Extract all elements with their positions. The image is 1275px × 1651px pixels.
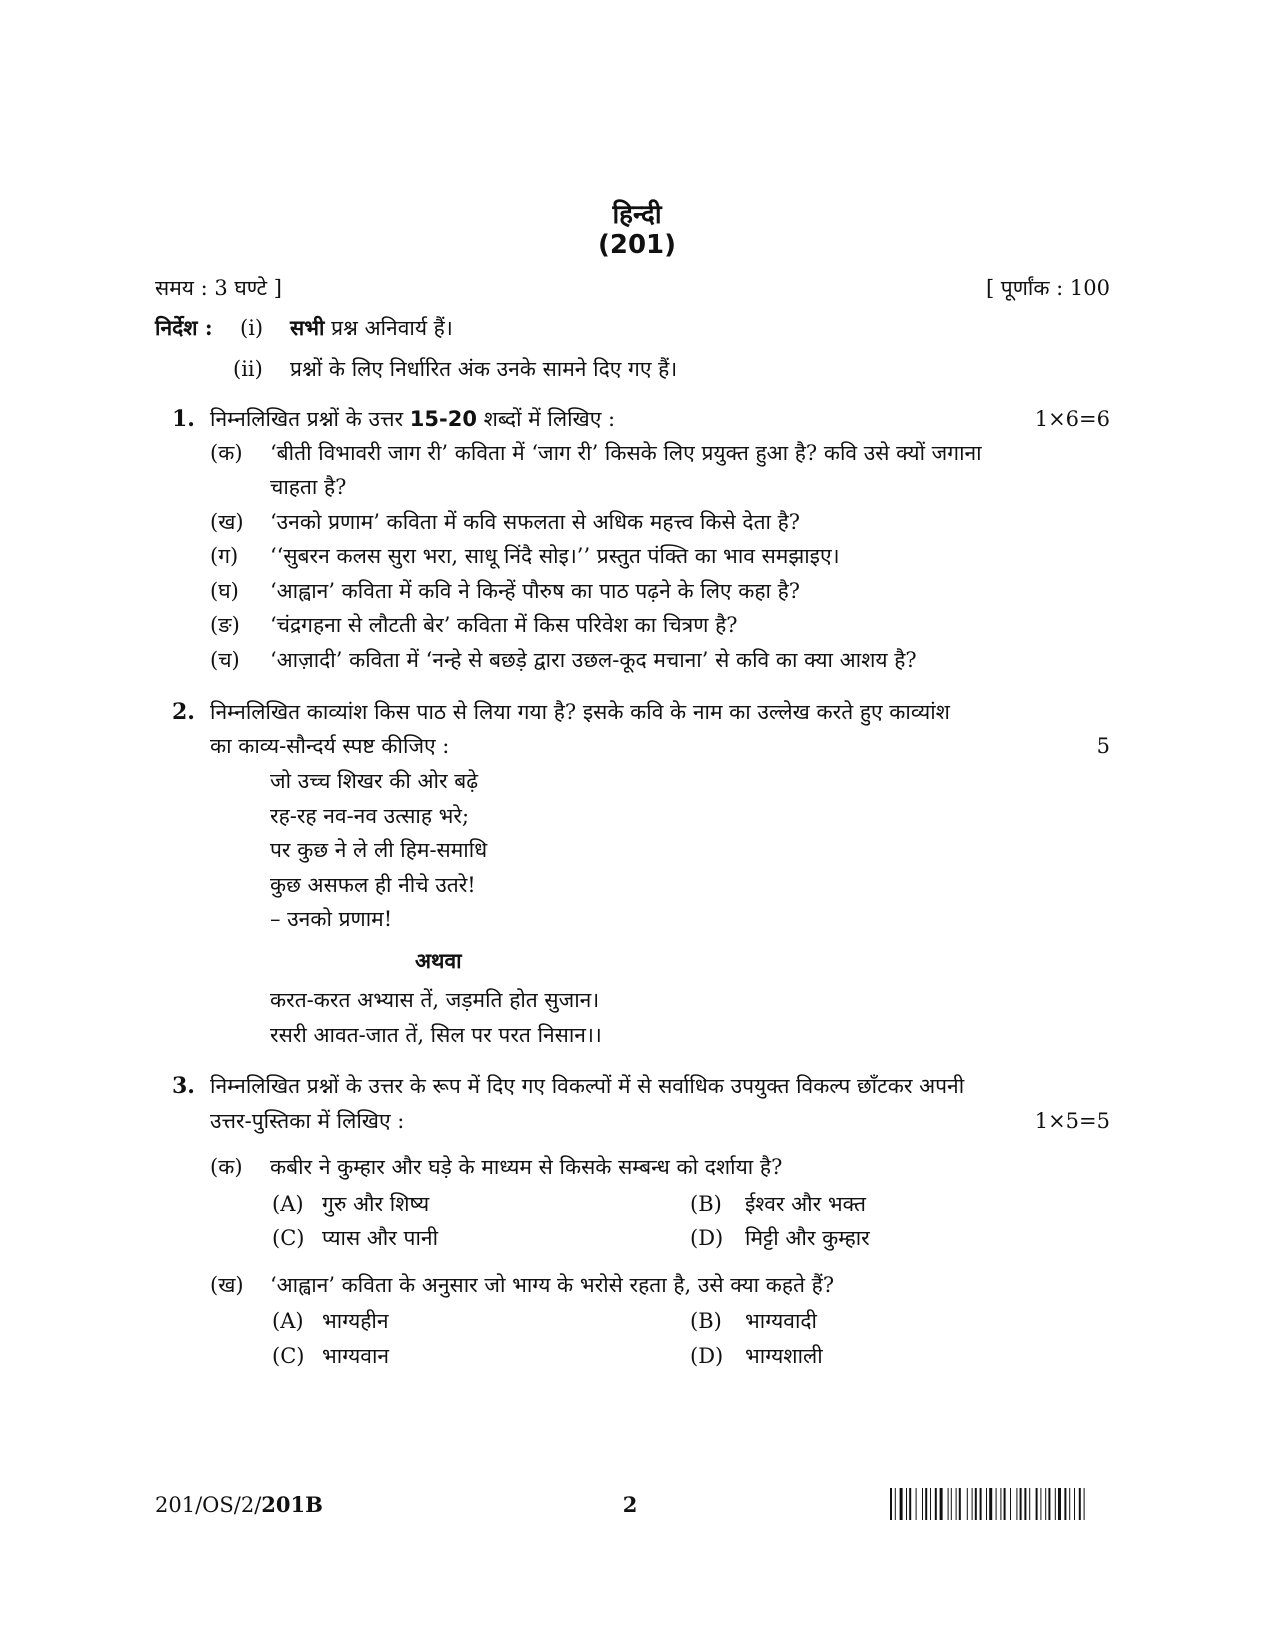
- q1-stem: [210, 404, 615, 434]
- q3-item-marker: (ख): [210, 1273, 244, 1297]
- q2-marks: 5: [1096, 734, 1110, 758]
- instruction-i-marker: (i): [240, 316, 264, 340]
- paper-code-bold: 201B: [261, 1492, 323, 1517]
- q1-item-text: चाहता है?: [270, 475, 347, 499]
- q1-item-text: ‘चंद्रगहना से लौटती बेर’ कविता में किस परिवेश का चित्रण है?: [270, 613, 738, 637]
- q3-item-text: कबीर ने कुम्हार और घड़े के माध्यम से किसके सम्बन्ध को दर्शाया है?: [270, 1155, 783, 1179]
- barcode-bar: [1040, 1488, 1041, 1520]
- barcode-bar: [922, 1488, 923, 1520]
- option-text: प्यास और पानी: [322, 1226, 439, 1250]
- barcode-bar: [1016, 1488, 1017, 1520]
- page-number: 2: [622, 1492, 638, 1517]
- barcode-bar: [996, 1488, 997, 1520]
- barcode-bar: [986, 1488, 987, 1520]
- barcode-bar: [956, 1488, 957, 1520]
- barcode-bar: [1069, 1488, 1070, 1520]
- subject-title: हिन्दी: [612, 200, 662, 230]
- barcode-bar: [948, 1488, 949, 1520]
- verse-line: रसरी आवत-जात तें, सिल पर परत निसान।।: [270, 1023, 602, 1047]
- time-allowed: समय : 3 घण्टे ]: [155, 276, 283, 300]
- barcode-bar: [916, 1488, 917, 1520]
- barcode: [890, 1488, 1156, 1520]
- barcode-bar: [925, 1488, 927, 1520]
- paper-code-prefix: 201/OS/2/: [155, 1493, 262, 1517]
- instruction-ii-text: प्रश्नों के लिए निर्धारित अंक उनके सामने दिए गए हैं।: [290, 357, 678, 381]
- barcode-bar: [980, 1488, 982, 1520]
- instruction-i-text: प्रश्न अनिवार्य हैं।: [331, 316, 453, 340]
- q1-item-text: ‘आह्वान’ कविता में कवि ने किन्हें पौरुष का पाठ पढ़ने के लिए कहा है?: [270, 579, 801, 603]
- q1-marks: 1×6=6: [1034, 407, 1110, 431]
- q1-item-text: ‘बीती विभावरी जाग री’ कविता में ‘जाग री’ किसके लिए प्रयुक्त हुआ है? कवि उसे क्यों जगाना: [270, 441, 982, 465]
- barcode-bar: [906, 1488, 907, 1520]
- barcode-bar: [1055, 1488, 1056, 1520]
- paper-code: [155, 1490, 323, 1520]
- barcode-bar: [1000, 1488, 1001, 1520]
- barcode-bar: [1064, 1488, 1066, 1520]
- barcode-bar: [1058, 1488, 1061, 1520]
- q1-item-marker: (घ): [210, 579, 239, 603]
- q1-item-text: ‘आज़ादी’ कविता में ‘नन्हे से बछड़े द्वारा उछल-कूद मचाना’ से कवि का क्या आशय है?: [270, 648, 917, 672]
- barcode-bar: [940, 1488, 943, 1520]
- q3-text-line2: उत्तर-पुस्तिका में लिखिए :: [210, 1109, 405, 1133]
- q2-text-line1: निम्नलिखित काव्यांश किस पाठ से लिया गया है? इसके कवि के नाम का उल्लेख करते हुए काव्यांश: [210, 700, 950, 724]
- option-text: भाग्यवान: [322, 1344, 390, 1368]
- option-key: (A): [272, 1192, 304, 1216]
- barcode-bar: [890, 1488, 892, 1520]
- q1-item-marker: (ग): [210, 544, 239, 568]
- barcode-bar: [935, 1488, 937, 1520]
- barcode-bar: [1048, 1488, 1050, 1520]
- q1-stem-bold: 15-20: [409, 407, 477, 431]
- barcode-bar: [989, 1488, 992, 1520]
- or-separator: अथवा: [415, 948, 462, 973]
- option-key: (A): [272, 1309, 304, 1333]
- q1-item-marker: (ख): [210, 510, 244, 534]
- max-marks: [ पूर्णांक : 100: [985, 276, 1110, 300]
- barcode-bar: [1029, 1488, 1030, 1520]
- option-key: (C): [272, 1344, 305, 1368]
- barcode-bar: [972, 1488, 973, 1520]
- verse-line: – उनको प्रणाम!: [270, 907, 393, 931]
- option-text: भाग्यवादी: [745, 1309, 817, 1333]
- q1-item-marker: (ङ): [210, 613, 240, 637]
- q1-item-marker: (क): [210, 441, 243, 465]
- barcode-bar: [1045, 1488, 1046, 1520]
- option-text: मिट्टी और कुम्हार: [745, 1226, 870, 1250]
- instruction-i: [290, 313, 453, 343]
- verse-line: रह-रह नव-नव उत्साह भरे;: [270, 804, 470, 828]
- barcode-bar: [951, 1488, 952, 1520]
- q3-item-marker: (क): [210, 1155, 243, 1179]
- option-text: गुरु और शिष्य: [322, 1192, 430, 1216]
- instruction-ii-marker: (ii): [233, 357, 263, 381]
- q2-text-line2: का काव्य-सौन्दर्य स्पष्ट कीजिए :: [210, 734, 450, 758]
- q1-stem-a: निम्नलिखित प्रश्नों के उत्तर: [210, 407, 404, 431]
- barcode-bar: [967, 1488, 968, 1520]
- barcode-bar: [1036, 1488, 1038, 1520]
- barcode-bar: [1010, 1488, 1011, 1520]
- option-key: (D): [690, 1226, 724, 1250]
- barcode-bar: [909, 1488, 911, 1520]
- q1-item-text: ‘‘सुबरन कलस सुरा भरा, साधू निंदै सोइ।’’ प्रस्तुत पंक्ति का भाव समझाइए।: [270, 544, 840, 568]
- verse-line: जो उच्च शिखर की ओर बढ़े: [270, 769, 479, 793]
- verse-line: पर कुछ ने ले ली हिम-समाधि: [270, 838, 488, 862]
- barcode-bar: [959, 1488, 961, 1520]
- barcode-bar: [975, 1488, 977, 1520]
- option-text: भाग्यहीन: [322, 1309, 389, 1333]
- barcode-bar: [1079, 1488, 1081, 1520]
- barcode-bar: [1074, 1488, 1075, 1520]
- q1-item-marker: (च): [210, 648, 240, 672]
- barcode-bar: [1084, 1488, 1085, 1520]
- q2-number: 2.: [172, 699, 195, 725]
- option-key: (D): [690, 1344, 724, 1368]
- barcode-bar: [1024, 1488, 1026, 1520]
- instructions-label: निर्देश :: [155, 315, 213, 340]
- q1-number: 1.: [172, 406, 195, 432]
- barcode-bar: [900, 1488, 903, 1520]
- q1-stem-b: शब्दों में लिखिए :: [483, 407, 616, 431]
- q3-text-line1: निम्नलिखित प्रश्नों के उत्तर के रूप में दिए गए विकल्पों में से सर्वाधिक उपयुक्त विकल्प छाँटकर अपनी: [210, 1074, 965, 1098]
- subject-code: (201): [597, 230, 677, 260]
- barcode-bar: [895, 1488, 896, 1520]
- q3-item-text: ‘आह्वान’ कविता के अनुसार जो भाग्य के भरोसे रहता है, उसे क्या कहते हैं?: [270, 1273, 835, 1297]
- verse-line: करत-करत अभ्यास तें, जड़मति होत सुजान।: [270, 988, 600, 1012]
- q1-item-text: ‘उनको प्रणाम’ कविता में कवि सफलता से अधिक महत्त्व किसे देता है?: [270, 510, 801, 534]
- option-key: (C): [272, 1226, 305, 1250]
- q3-marks: 1×5=5: [1034, 1109, 1110, 1133]
- option-text: भाग्यशाली: [745, 1344, 823, 1368]
- instruction-i-bold: सभी: [290, 315, 325, 340]
- verse-line: कुछ असफल ही नीचे उतरे!: [270, 873, 476, 897]
- option-key: (B): [690, 1192, 722, 1216]
- option-key: (B): [690, 1309, 722, 1333]
- barcode-bar: [930, 1488, 931, 1520]
- barcode-bar: [1020, 1488, 1022, 1520]
- q3-number: 3.: [172, 1073, 195, 1099]
- option-text: ईश्वर और भक्त: [745, 1192, 866, 1216]
- barcode-bar: [1004, 1488, 1006, 1520]
